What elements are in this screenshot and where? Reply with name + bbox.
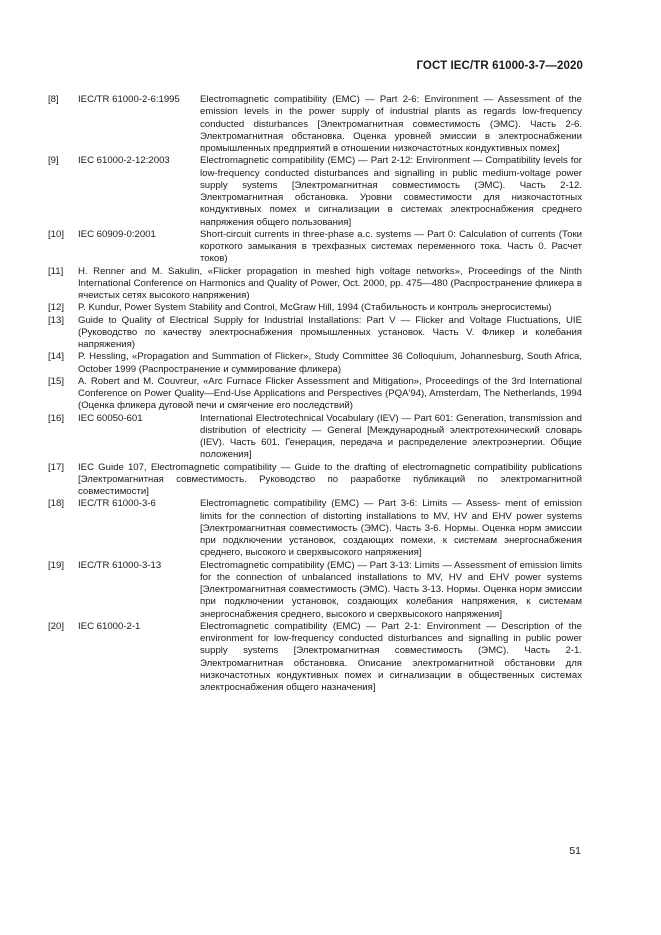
reference-text: H. Renner and M. Sakulin, «Flicker propagation in meshed high voltage networks», Proceedings of the Ninth International Conference on Harmonics and Quality of Power, Oct. 2000, pp. 475—480 (Распространение фликера в ячеистых сетях высокого напряжения) [78,265,582,301]
reference-number: [14] [48,351,65,363]
reference-text: P. Hessling, «Propagation and Summation of Flicker», Study Committee 36 Colloquium, Johannesburg, South Africa, October 1999 (Распространение и суммирование фликера) [78,351,582,375]
reference-item [48,94,582,155]
reference-item [48,229,582,266]
reference-text: Electromagnetic compatibility (EMC) — Part 2-1: Environment — Description of the environment for low-frequency conducted disturbances and signalling in public power supply systems [Электромагнитная совместимость (ЭМС). Часть 2-1. Электромагнитная обстановка. Описание электромагнитной обстановки для низкочастотных кондуктивных помех и сигнализации в общественных системах электроснабжения общего назначения] [200,620,582,693]
reference-number: [8] [48,94,59,105]
reference-item [48,621,582,695]
reference-text: Electromagnetic compatibility (EMC) — Part 2-12: Environment — Compatibility levels for low-frequency conducted disturbances and signalling in public medium-voltage power supply systems [Электромагнитная совместимость (ЭМС). Часть 2-12. Электромагнитная обстановка. Уровни совместимости для низкочастотных кондуктивных помех и сигнализации в системах электроснабжения среднего напряжения общего пользования] [200,155,582,228]
reference-number: [12] [48,302,65,314]
reference-code: IEC 61000-2-1 [78,620,141,632]
reference-text: A. Robert and M. Couvreur, «Arc Furnace Flicker Assessment and Mitigation», Proceedings of the 3rd International Conference on Power Quality—End-Use Applications and Perspectives (PQA'94), Amsterdam, The Netherlands, 1994 (Оценка фликера дуговой печи и смягчение его последствий) [78,375,582,412]
reference-number: [11] [48,265,64,277]
reference-item [48,413,582,462]
reference-item [48,560,582,621]
reference-item [48,155,582,229]
reference-number: [15] [48,375,65,387]
reference-item [48,266,582,303]
reference-code: IEC/TR 61000-3-6 [78,498,156,510]
reference-number: [9] [48,155,59,167]
reference-code: IEC/TR 61000-3-13 [78,559,162,571]
reference-text: International Electrotechnical Vocabulary (IEV) — Part 601: Generation, transmission and distribution of electricity — General [Международный электротехнический словарь (IEV). Часть 601. Генерация, передача и распределение электроэнергии. Общие положения] [200,412,582,461]
reference-item [48,498,582,559]
reference-code: IEC 61000-2-12:2003 [78,155,170,167]
reference-number: [13] [48,314,65,326]
reference-code: IEC 60050-601 [78,412,143,424]
reference-number: [16] [48,412,65,424]
reference-text: Short-circuit currents in three-phase a.c. systems — Part 0: Calculation of currents (Токи короткого замыкания в трехфазных системах переменного тока. Часть 0. Расчет токов) [200,228,582,265]
reference-text: IEC Guide 107, Electromagnetic compatibility — Guide to the drafting of electromagnetic compatibility publications [Электромагнитная совместимость. Руководство по разработке публикаций по электромагнитной совместимости] [78,461,582,497]
reference-number: [18] [48,498,65,510]
reference-code: IEC/TR 61000-2-6:1995 [78,94,180,105]
reference-item [48,315,582,352]
page-number: 51 [569,845,581,857]
reference-number: [17] [48,461,65,473]
reference-text: Electromagnetic compatibility (EMC) — Part 2-6: Environment — Assessment of the emission levels in the power supply of industrial plants as regards low-frequency conducted disturbances [Электромагнитная совместимость (ЭМС). Часть 2-6. Электромагнитная обстановка. Оценка уровней эмиссии в электроснабжении промышленных предприятий в отношении низкочастотных кондуктивных помех] [200,94,582,154]
reference-text: Guide to Quality of Electrical Supply for Industrial Installations: Part V — Flicker and Voltage Fluctuations, UIE (Руководство по качеству электроснабжения промышленных установок. Часть V. Фликер и колебания напряжения) [78,314,582,350]
document-header: ГОСТ IEC/TR 61000-3-7—2020 [416,60,583,72]
reference-item [48,302,582,314]
reference-text: P. Kundur, Power System Stability and Control, McGraw Hill, 1994 (Стабильность и контроль энергосистемы) [78,302,552,314]
reference-code: IEC 60909-0:2001 [78,228,156,240]
reference-number: [19] [48,559,65,571]
reference-item [48,376,582,413]
reference-number: [20] [48,620,65,632]
reference-item [48,462,582,499]
reference-item [48,351,582,376]
reference-text: Electromagnetic compatibility (EMC) — Part 3-6: Limits — Assess- ment of emission limits for the connection of distorting installations to MV, HV and EHV power systems [Электромагнитная совместимость (ЭМС). Часть 3-6. Нормы. Оценка норм эмиссии при подключении установок, создающих помехи, к системам энергоснабжения среднего, высокого и сверхвысокого напряжения] [200,498,582,559]
reference-number: [10] [48,228,65,240]
bibliography-list [48,94,582,694]
reference-text: Electromagnetic compatibility (EMC) — Part 3-13: Limits — Assessment of emission limits for the connection of unbalanced installations to MV, HV and EHV power systems [Электромагнитная совместимость (ЭМС). Часть 3-13. Нормы. Оценка норм эмиссии при подключении установок, создающих колебания напряжения, к системам энергоснабжения среднего, высокого и сверхвысокого напряжения] [200,559,582,620]
